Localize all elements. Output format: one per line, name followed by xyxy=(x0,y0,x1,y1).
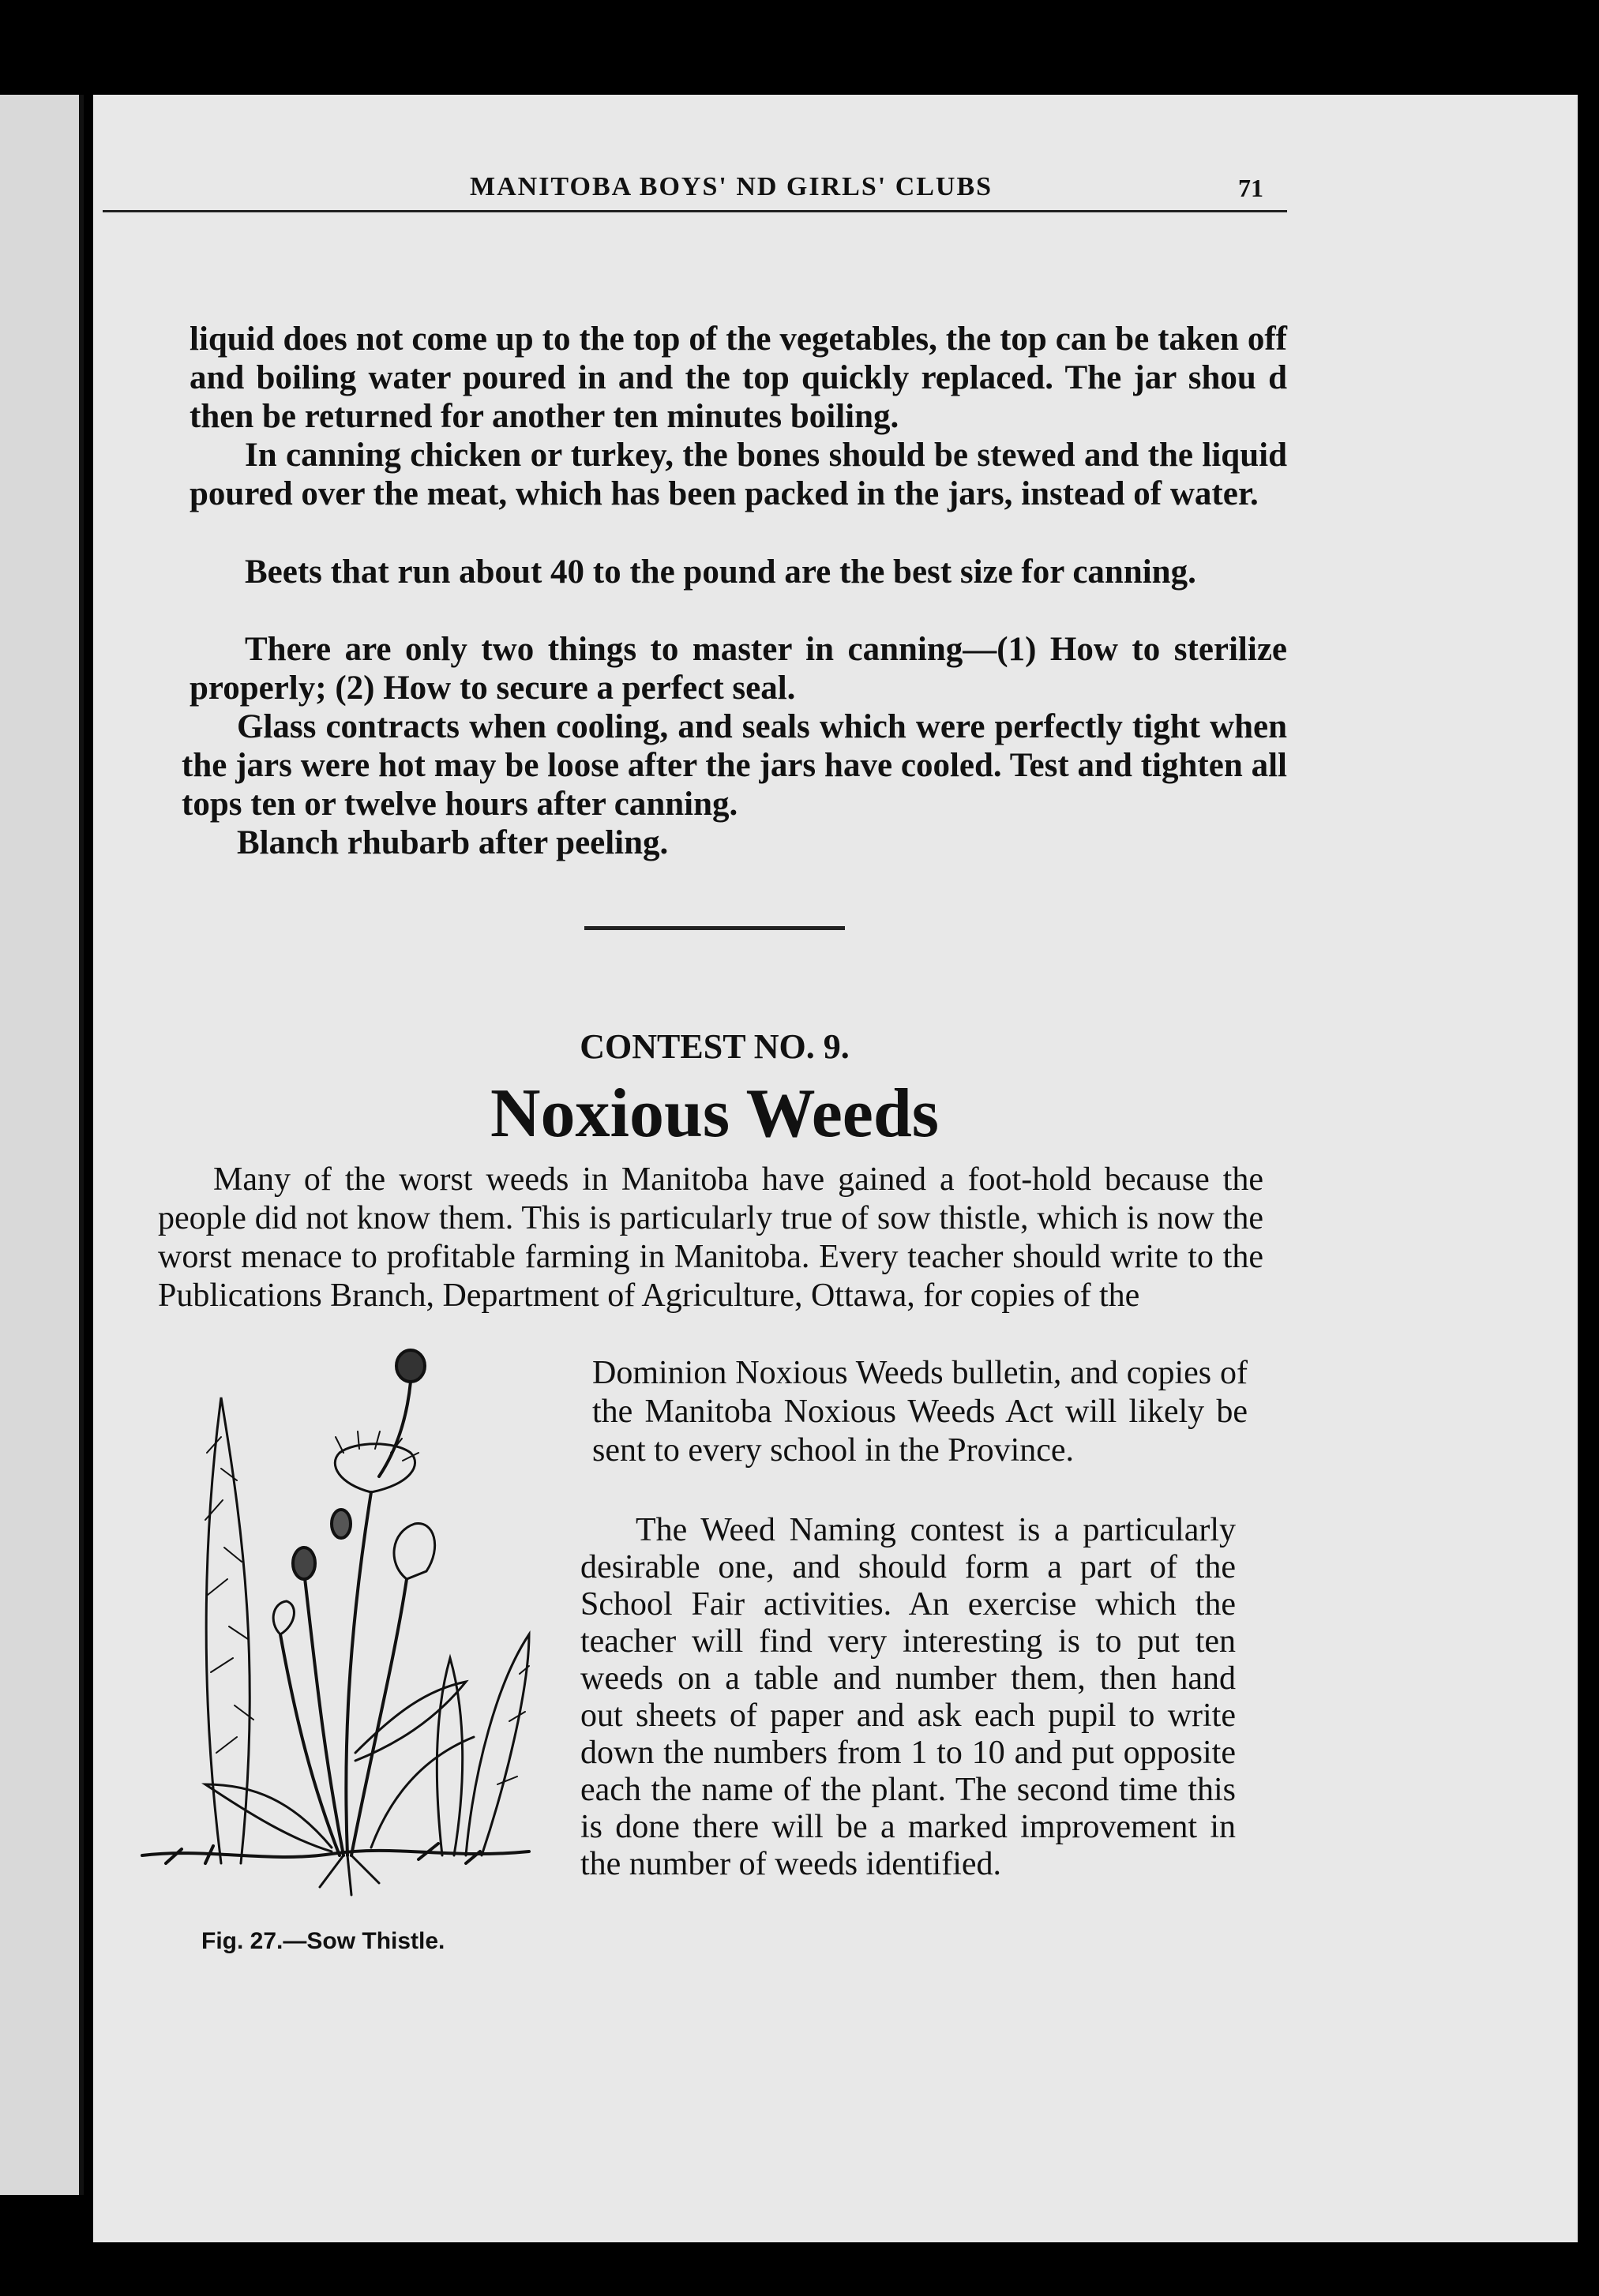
paragraph-intro-continued: Dominion Noxious Weeds bulletin, and copies of the Manitoba Noxious Weeds Act will likely be sent to every school in the Province. xyxy=(592,1355,1248,1469)
running-head xyxy=(103,172,1287,212)
figure-caption: Fig. 27.—Sow Thistle. xyxy=(201,1928,445,1954)
paragraph-rhubarb: Blanch rhubarb after peeling. xyxy=(237,824,669,861)
sow-thistle-icon xyxy=(134,1342,561,1926)
contest-label: CONTEST NO. 9. xyxy=(580,1027,850,1066)
paragraph-glass: Glass contracts when cooling, and seals which were perfectly tight when the jars were hot may be loose after the jars have cooled. Test and tighten all tops ten or twelve hours after canning. xyxy=(182,708,1287,823)
section-title: Noxious Weeds xyxy=(490,1075,940,1152)
section-divider xyxy=(584,926,845,930)
paragraph-chicken: In canning chicken or turkey, the bones should be stewed and the liquid poured over the meat, which has been packed in the jars, instead of water. xyxy=(190,437,1287,512)
running-title: MANITOBA BOYS' ND GIRLS' CLUBS xyxy=(470,172,993,201)
paragraph-intro: Many of the worst weeds in Manitoba have gained a foot-hold because the people did not know them. This is particularly true of sow thistle, which is now the worst menace to profitable farming in Manitoba. Every teacher should write to the Publications Branch, Department of Agriculture, Ottawa, for copies of the xyxy=(158,1161,1263,1314)
page-number: 71 xyxy=(1238,174,1263,202)
paragraph-weed-naming: The Weed Naming contest is a particularly desirable one, and should form a part of the School Fair activities. An exercise which the teacher will find very interesting is to put ten weeds on a table and number them, then hand out sheets of paper and ask each pupil to write down the numbers from 1 to 10 and put opposite each the name of the plant. The second time this is done there will be a marked improvement in the number of weeds identified. xyxy=(580,1512,1236,1882)
sow-thistle-illustration xyxy=(134,1342,561,1926)
paragraph-beets: Beets that run about 40 to the pound are the best size for canning. xyxy=(245,553,1196,591)
paragraph-liquid: liquid does not come up to the top of the vegetables, the top can be taken off and boiling water poured in and the top quickly replaced. The jar shou d then be returned for another ten minutes boiling. xyxy=(190,321,1287,435)
paragraph-two-things: There are only two things to master in canning—(1) How to sterilize properly; (2) How to secure a perfect seal. xyxy=(190,631,1287,707)
